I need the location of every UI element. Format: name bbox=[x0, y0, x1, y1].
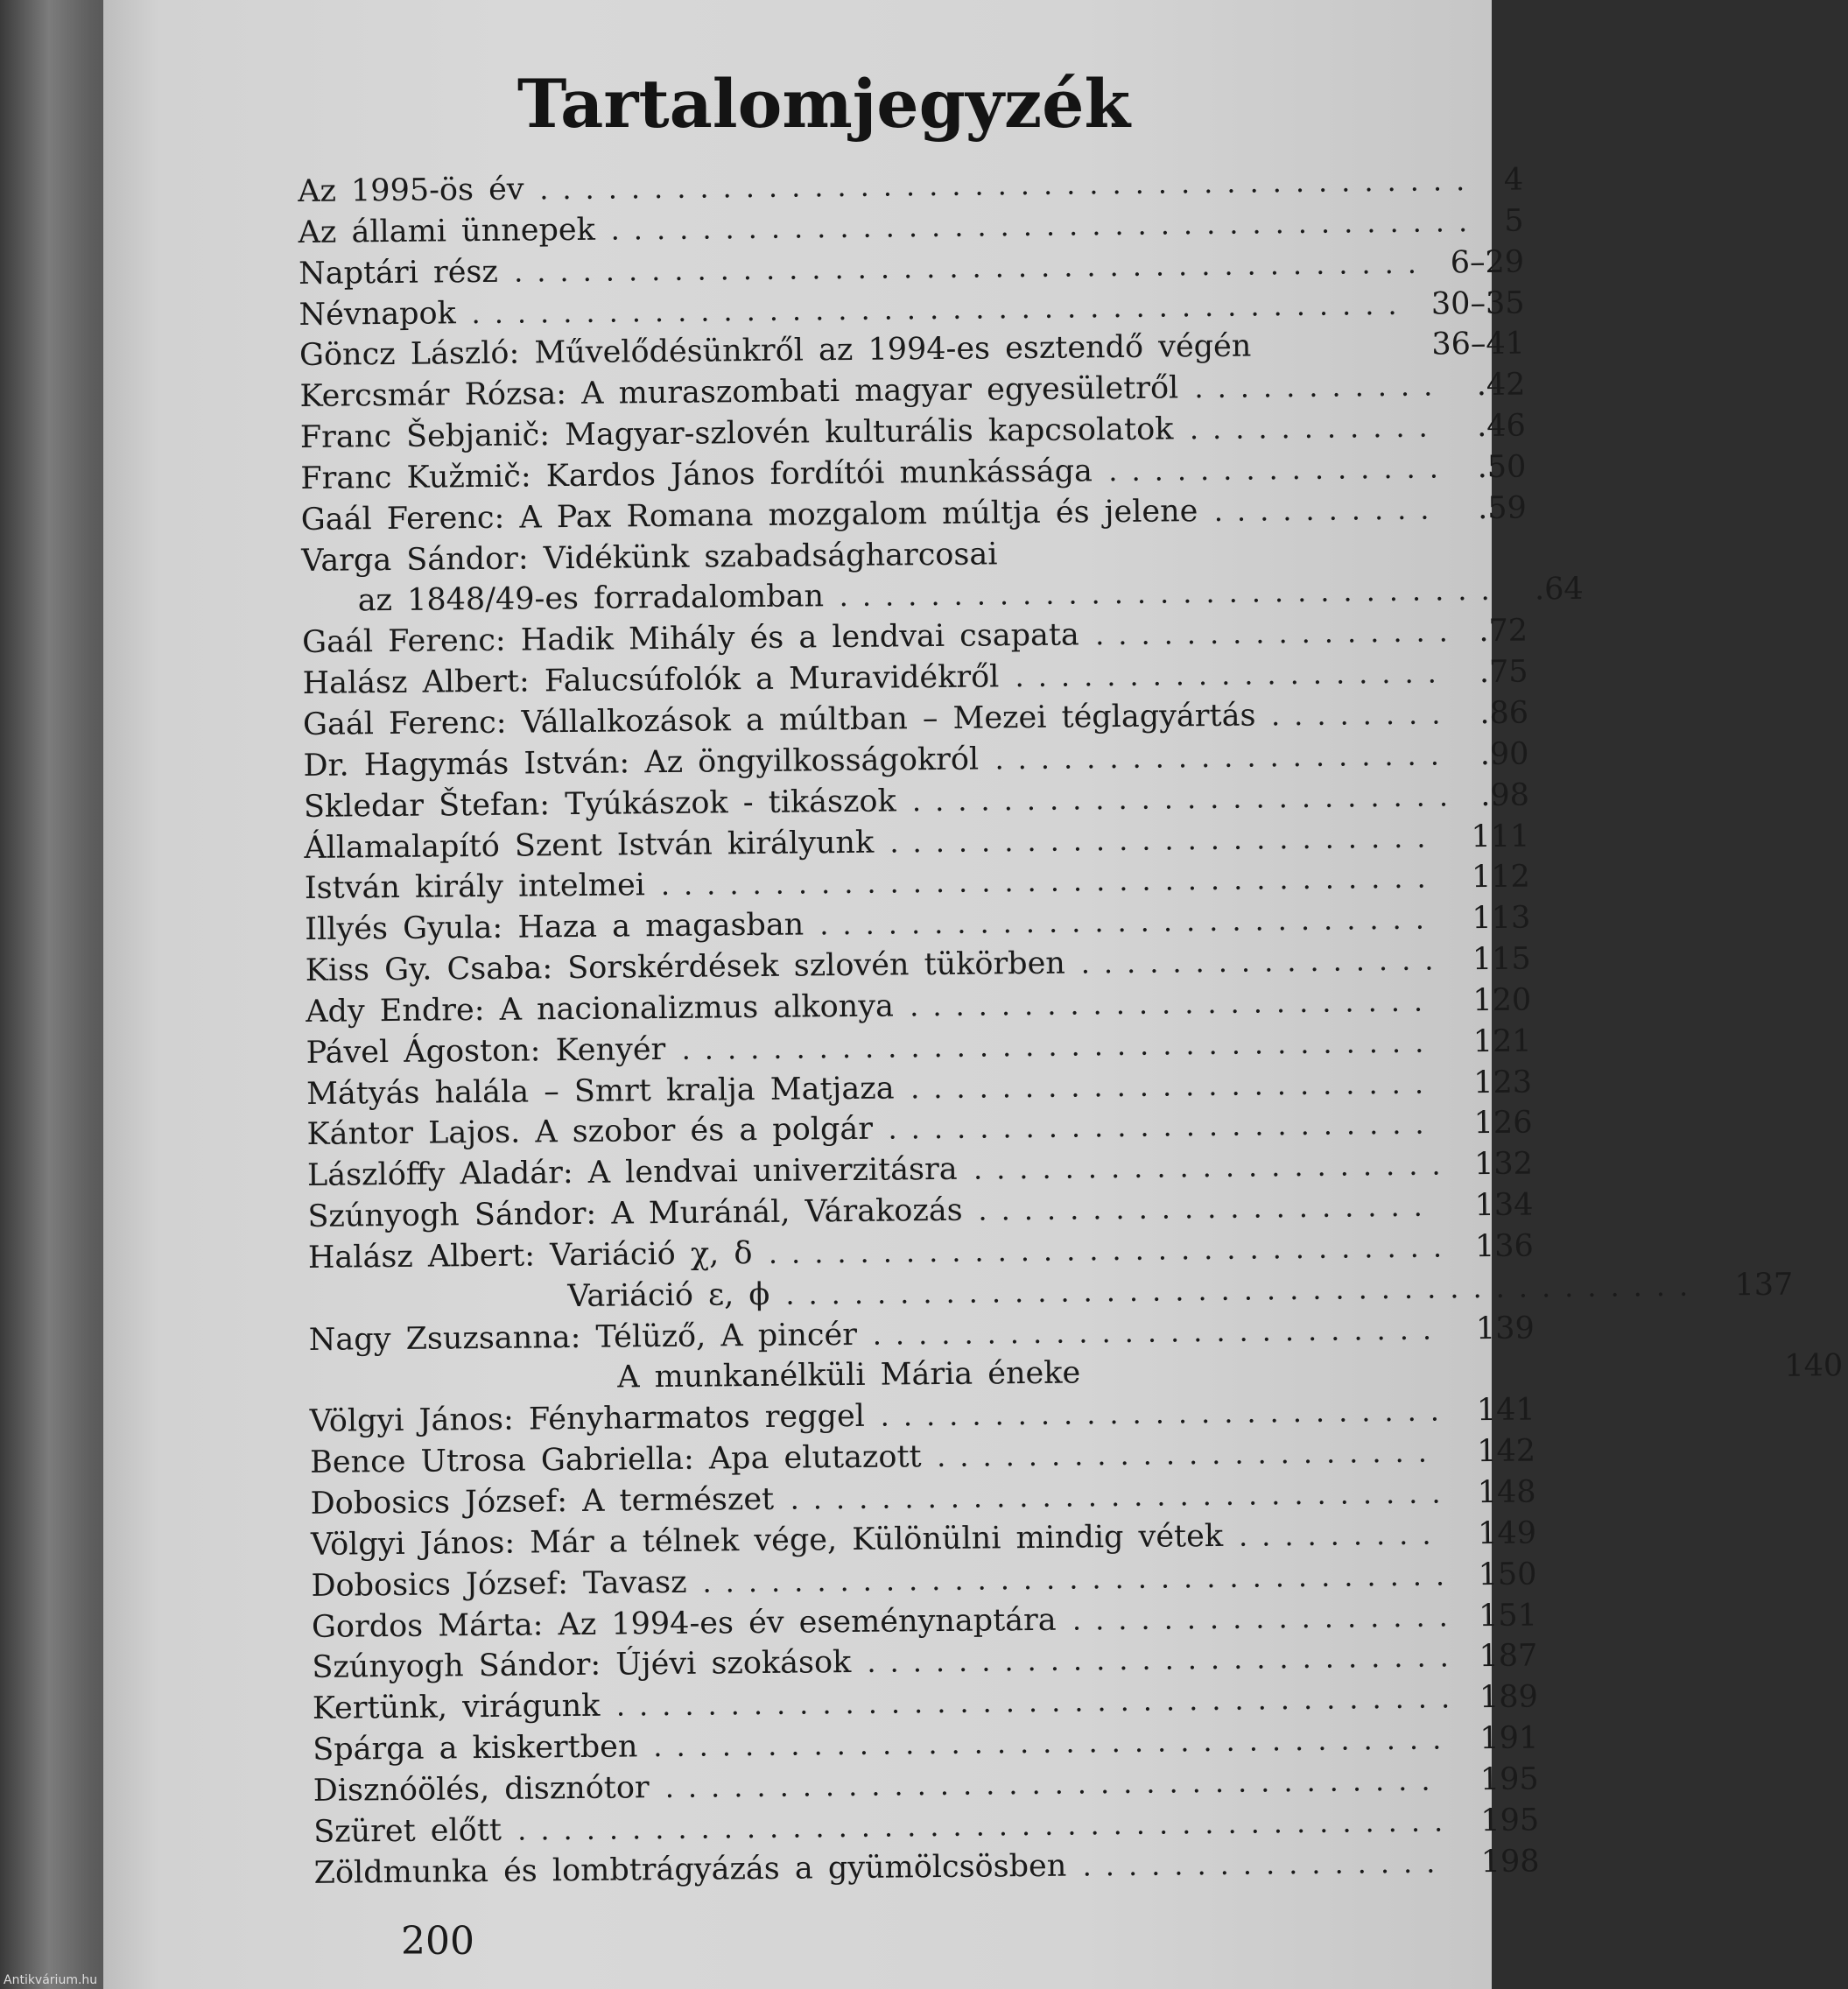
toc-entry-page: 120 bbox=[1472, 982, 1532, 1019]
toc-entry-page: 191 bbox=[1479, 1720, 1539, 1757]
toc-entry-title: Szüret előtt bbox=[313, 1812, 502, 1850]
toc-entry-page: 136 bbox=[1474, 1228, 1535, 1265]
dot-leader: .................................. bbox=[664, 1763, 1444, 1804]
book-page bbox=[103, 0, 1844, 1989]
toc-entry-page: 195 bbox=[1479, 1761, 1539, 1798]
toc-entry-page: 126 bbox=[1473, 1105, 1533, 1142]
toc-entry-title: Naptári rész bbox=[298, 254, 499, 292]
toc-entry-title: Gaál Ferenc: A Pax Romana mozgalom múltja és jelene bbox=[300, 493, 1198, 538]
toc-entry-title: Dobosics József: Tavasz bbox=[311, 1564, 687, 1604]
dot-leader: ............... bbox=[1108, 451, 1453, 488]
dot-leader: ........................................ bbox=[513, 246, 1431, 289]
dot-leader: .......... bbox=[1213, 492, 1444, 528]
toc-entry-page: 123 bbox=[1473, 1065, 1533, 1100]
toc-entry-title: Dobosics József: A természet bbox=[310, 1481, 775, 1522]
toc-entry-title: Gaál Ferenc: Vállalkozások a múltban – Mezei téglagyártás bbox=[302, 698, 1256, 742]
dot-leader: ................ bbox=[1080, 943, 1448, 980]
toc-entry-page: 132 bbox=[1473, 1146, 1534, 1183]
toc-entry-title: Dr. Hagymás István: Az öngyilkosságokról bbox=[303, 741, 980, 784]
toc-entry-page: 137 bbox=[1734, 1267, 1794, 1304]
dot-leader: ......................................... bbox=[539, 164, 1479, 207]
toc-entry-page: 36–41 bbox=[1431, 326, 1526, 362]
toc-entry-page: .50 bbox=[1477, 449, 1527, 485]
dot-leader: ................. bbox=[1072, 1599, 1463, 1637]
toc-entry-page: 4 bbox=[1503, 162, 1524, 198]
toc-entry-title: Szúnyogh Sándor: Újévi szokások bbox=[312, 1645, 852, 1686]
watermark-text: Antikvárium.hu bbox=[4, 1973, 98, 1987]
dot-leader: ..................................... bbox=[615, 1681, 1465, 1723]
toc-entry-title: Spárga a kiskertben bbox=[313, 1729, 638, 1768]
toc-entry-title: Névnapok bbox=[299, 295, 456, 333]
dot-leader: ............................. bbox=[790, 1476, 1455, 1516]
toc-entry-page: .86 bbox=[1479, 695, 1529, 732]
toc-entry-title: István király intelmei bbox=[304, 868, 646, 907]
dot-leader: ................................... bbox=[653, 1722, 1456, 1764]
dot-leader: ......................................... bbox=[471, 287, 1411, 330]
toc-entry-title: Völgyi János: Fényharmatos reggel bbox=[309, 1399, 866, 1440]
dot-leader: ......................................... bbox=[517, 1804, 1458, 1847]
dot-leader: .................... bbox=[978, 1189, 1437, 1227]
toc-entry-page: 198 bbox=[1480, 1844, 1540, 1880]
toc-entry-title: Bence Utrosa Gabriella: Apa elutazott bbox=[309, 1439, 922, 1481]
toc-entry-title: Nagy Zsuzsanna: Télüző, A pincér bbox=[308, 1317, 858, 1358]
dot-leader: ........................ bbox=[889, 820, 1440, 860]
toc-entry-page: 148 bbox=[1477, 1474, 1536, 1511]
toc-entry-page: 195 bbox=[1480, 1803, 1540, 1838]
dot-leader: .......................... bbox=[867, 1640, 1463, 1680]
toc-entry-title: Völgyi János: Már a télnek vége, Különülni mindig vétek bbox=[310, 1518, 1224, 1563]
dot-leader: ..................... bbox=[973, 1148, 1455, 1186]
dot-leader: ......................... bbox=[872, 1312, 1446, 1352]
toc-entry-title: Államalapító Szent István királyunk bbox=[304, 825, 875, 866]
dot-leader: ........................ bbox=[911, 778, 1463, 818]
toc-entry-title: Kiss Gy. Csaba: Sorskérdések szlovén tükörben bbox=[305, 945, 1066, 988]
toc-entry-page: 141 bbox=[1476, 1392, 1535, 1429]
toc-entry-page: 111 bbox=[1471, 819, 1530, 854]
toc-entry-page: .59 bbox=[1477, 490, 1527, 526]
dot-leader: ........ bbox=[1270, 697, 1455, 733]
dot-leader: ................ bbox=[1094, 615, 1463, 652]
dot-leader: ................... bbox=[1015, 656, 1451, 694]
toc-entry-page: .64 bbox=[1534, 572, 1584, 608]
toc-entry-title: Kertünk, virágunk bbox=[312, 1688, 601, 1727]
toc-entry-page: .46 bbox=[1476, 408, 1527, 445]
toc-entry-title: Franc Šebjanič: Magyar-szlovén kulturális kapcsolatok bbox=[299, 411, 1174, 456]
toc-entry-title: Lászlóffy Aladár: A lendvai univerzitásra bbox=[306, 1152, 958, 1194]
toc-entry-page: .72 bbox=[1479, 613, 1528, 650]
toc-entry-page: 189 bbox=[1479, 1679, 1538, 1716]
toc-entry-page: 113 bbox=[1472, 900, 1531, 937]
toc-entry-page: 115 bbox=[1472, 941, 1531, 978]
toc-entry-page: 140 bbox=[1784, 1348, 1844, 1385]
table-of-contents bbox=[298, 160, 1844, 1894]
dot-leader: .................................. bbox=[660, 861, 1440, 903]
toc-entry-page: 134 bbox=[1474, 1187, 1534, 1224]
toc-entry-page: 150 bbox=[1478, 1557, 1537, 1592]
toc-entry-title: Variáció ε, ϕ bbox=[567, 1276, 770, 1314]
toc-entry-title: Franc Kužmič: Kardos János fordítói munkássága bbox=[300, 453, 1093, 496]
toc-entry-page: 142 bbox=[1477, 1433, 1536, 1470]
toc-entry-title: Gordos Márta: Az 1994-es év eseménynaptára bbox=[311, 1602, 1057, 1645]
toc-entry-title: Ady Endre: A nacionalizmus alkonya bbox=[306, 988, 895, 1030]
dot-leader: ........... bbox=[1189, 410, 1442, 446]
toc-entry-page: .98 bbox=[1480, 777, 1530, 813]
toc-entry-title: Gaál Ferenc: Hadik Mihály és a lendvai csapata bbox=[301, 617, 1080, 661]
dot-leader: ........... bbox=[1194, 369, 1447, 405]
dot-leader: .................... bbox=[994, 738, 1454, 777]
toc-entry-page: 149 bbox=[1477, 1515, 1537, 1551]
dot-leader: .............................. bbox=[768, 1230, 1457, 1270]
toc-entry-page: 30–35 bbox=[1430, 285, 1525, 322]
dot-leader: ................ bbox=[1082, 1845, 1450, 1883]
page-number: 200 bbox=[401, 1919, 474, 1964]
dot-leader: ........................................ bbox=[785, 1269, 1703, 1311]
toc-entry-title: Skledar Štefan: Tyúkászok - tikászok bbox=[303, 784, 896, 825]
toc-entry-page: .42 bbox=[1476, 367, 1526, 404]
dot-leader: ......................... bbox=[880, 1394, 1454, 1433]
toc-entry-page: .90 bbox=[1479, 736, 1529, 772]
toc-entry-page: 5 bbox=[1504, 203, 1524, 239]
toc-entry-title: az 1848/49-es forradalomban bbox=[357, 579, 825, 619]
toc-entry-title: Az állami ünnepek bbox=[298, 212, 595, 250]
toc-entry-page: .75 bbox=[1479, 654, 1528, 691]
toc-entry-page: 112 bbox=[1471, 859, 1530, 896]
dot-leader: ................................. bbox=[681, 1025, 1438, 1066]
toc-entry-title: Göncz László: Művelődésünkről az 1994-es esztendő végén bbox=[299, 328, 1252, 374]
toc-entry-title: Zöldmunka és lombtrágyázás a gyümölcsösben bbox=[313, 1848, 1067, 1891]
dot-leader: ........................ bbox=[888, 1107, 1438, 1146]
toc-entry-title: A munkanélküli Mária éneke bbox=[617, 1355, 1081, 1396]
toc-entry-title: Kercsmár Rózsa: A muraszombati magyar egyesületről bbox=[299, 370, 1179, 415]
dot-leader: ............................. bbox=[839, 573, 1504, 614]
dot-leader: ...................................... bbox=[610, 204, 1482, 247]
toc-entry-title: Halász Albert: Variáció χ, δ bbox=[307, 1236, 753, 1276]
page-title: Tartalomjegyzék bbox=[516, 65, 1131, 143]
toc-entry-page: 6–29 bbox=[1450, 244, 1525, 281]
dot-leader: ......... bbox=[1238, 1517, 1445, 1553]
toc-entry-page: 187 bbox=[1479, 1638, 1538, 1675]
dot-leader: ........................... bbox=[819, 902, 1439, 942]
dot-leader: ...................... bbox=[936, 1435, 1442, 1474]
toc-entry-title: Halász Albert: Falucsúfolók a Muravidékről bbox=[302, 659, 1000, 702]
dot-leader: ....................... bbox=[909, 984, 1437, 1023]
toc-entry-title: Az 1995-ös év bbox=[298, 172, 524, 209]
toc-entry-title: Kántor Lajos. A szobor és a polgár bbox=[306, 1112, 874, 1153]
dot-leader: ................................. bbox=[702, 1558, 1459, 1599]
dot-leader: ....................... bbox=[910, 1066, 1438, 1105]
toc-entry-page: 139 bbox=[1475, 1311, 1535, 1346]
toc-entry-title: Varga Sándor: Vidékünk szabadságharcosai bbox=[301, 536, 998, 579]
toc-entry-title: Disznóölés, disznótor bbox=[313, 1770, 650, 1809]
toc-entry-title: Illyés Gyula: Haza a magasban bbox=[305, 907, 805, 948]
toc-entry-page: 121 bbox=[1472, 1023, 1532, 1059]
toc-entry-title: Szúnyogh Sándor: A Muránál, Várakozás bbox=[307, 1192, 963, 1235]
toc-entry-title: Pável Ágoston: Kenyér bbox=[306, 1031, 666, 1071]
toc-entry-page: 151 bbox=[1478, 1598, 1538, 1634]
toc-entry-title: Mátyás halála – Smrt kralja Matjaza bbox=[306, 1071, 895, 1112]
